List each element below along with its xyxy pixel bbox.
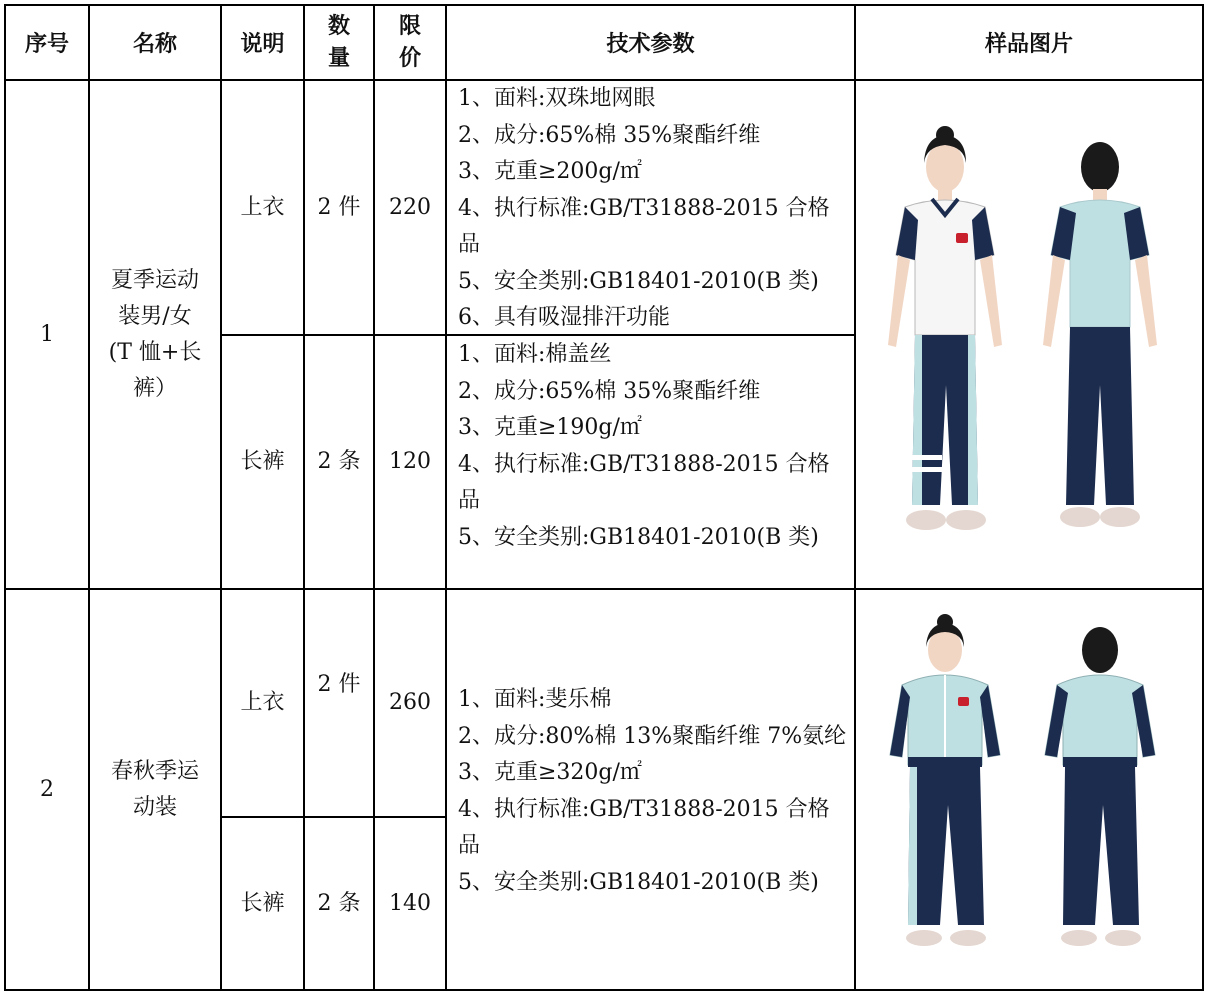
row2-top-price: 260 [389,690,431,715]
header-qty [305,6,373,79]
row2-bottom-qty: 2 条 [317,890,361,916]
row1-bottom-qty: 2 条 [317,449,361,474]
header-qty-line2: 量 [327,45,350,71]
summer-uniform-front-figure [888,126,1002,530]
row1-top-price: 220 [389,194,431,220]
summer-uniform-back-figure [1043,142,1157,527]
col-divider-5 [445,4,447,991]
row2-bottom-desc: 长裤 [240,890,285,916]
header-sample: 样品图片 [984,32,1073,57]
springautumn-uniform-front-figure [890,614,1000,946]
table-border-right [1202,4,1204,991]
col-divider-6 [854,4,856,991]
table-border-bottom [4,989,1204,991]
row2-seq: 2 [40,776,54,802]
header-name: 名称 [132,32,177,57]
header-price-line1: 限 [398,13,421,39]
header-price-line2: 价 [398,45,421,71]
springautumn-uniform-back-figure [1045,627,1155,946]
row1-sample-image [860,95,1200,580]
row1-top-qty: 2 件 [317,194,361,220]
row1-seq: 1 [40,321,54,347]
header-qty-line1: 数 [327,13,350,39]
row2-name: 春秋季运 动装 [110,758,199,820]
row1-top-params: 1、面料:双珠地网眼 2、成分:65%棉 35%聚酯纤维 3、克重≥200g/㎡ 4、执行标准:GB/T31888-2015 合格 品 5、安全类别:GB18401-2010(B 类) 6、具有吸湿排汗功能 [458,86,830,330]
row2-sample-image [860,605,1200,965]
header-price [375,6,445,79]
row2-params: 1、面料:斐乐棉 2、成分:80%棉 13%聚酯纤维 7%氨纶 3、克重≥320g/㎡ 4、执行标准:GB/T31888-2015 合格 品 5、安全类别:GB18401-2010(B 类) [458,687,847,895]
row1-top-desc: 上衣 [240,194,285,220]
row2-top-desc: 上衣 [240,690,285,715]
row1-bottom-price: 120 [389,449,431,474]
header-params: 技术参数 [606,32,695,57]
header-desc: 说明 [240,32,285,57]
row1-bottom-desc: 长裤 [240,449,285,474]
row1-name: 夏季运动 装男/女 (T 恤+长 裤） [108,267,202,401]
row2-bottom-price: 140 [389,890,431,916]
row1-bottom-params: 1、面料:棉盖丝 2、成分:65%棉 35%聚酯纤维 3、克重≥190g/㎡ 4、执行标准:GB/T31888-2015 合格 品 5、安全类别:GB18401-2010(B 类) [458,342,830,550]
row2-top-qty: 2 件 [317,672,361,697]
header-seq: 序号 [24,32,69,57]
